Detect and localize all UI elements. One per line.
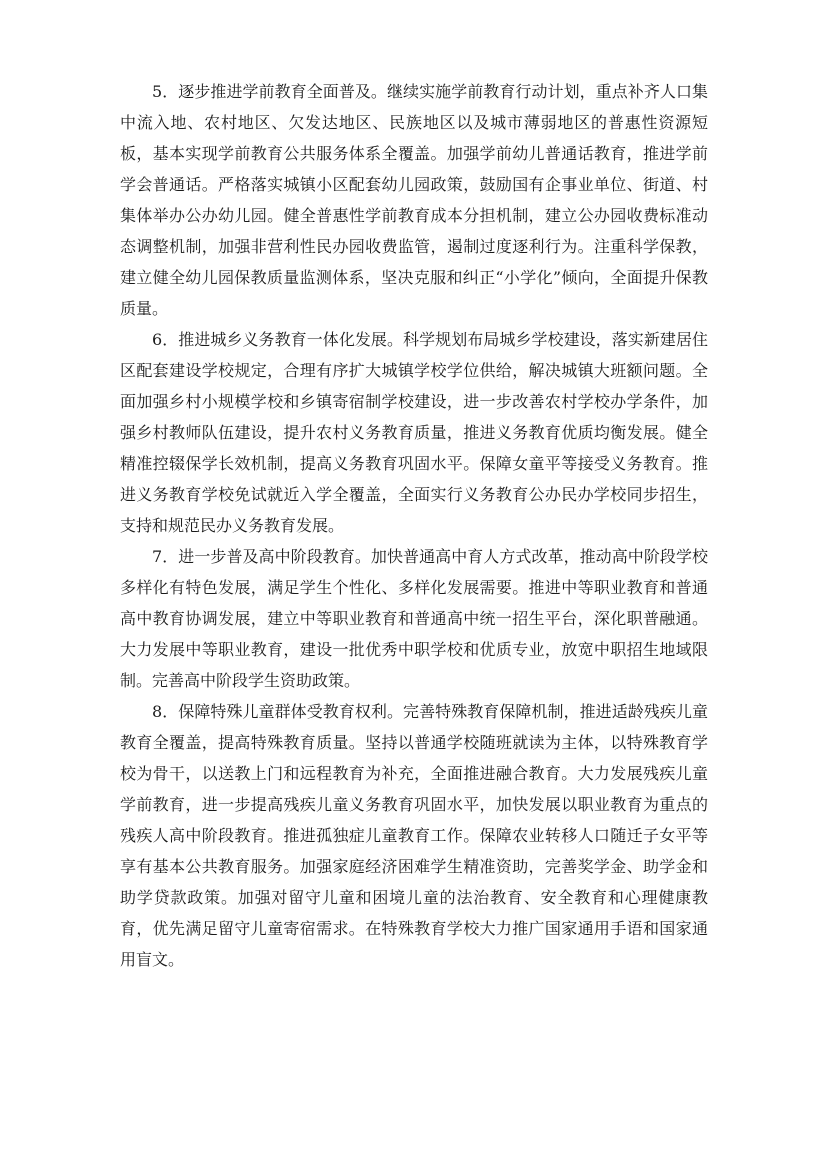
document-body bbox=[120, 76, 708, 975]
paragraph-item-5: 5．逐步推进学前教育全面普及。继续实施学前教育行动计划，重点补齐人口集中流入地、农村地区、欠发达地区、民族地区以及城市薄弱地区的普惠性资源短板，基本实现学前教育公共服务体系全覆盖。加强学前幼儿普通话教育，推进学前学会普通话。严格落实城镇小区配套幼儿园政策，鼓励国有企事业单位、街道、村集体举办公办幼儿园。健全普惠性学前教育成本分担机制，建立公办园收费标准动态调整机制，加强非营利性民办园收费监管，遏制过度逐利行为。注重科学保教，建立健全幼儿园保教质量监测体系，坚决克服和纠正“小学化”倾向，全面提升保教质量。 bbox=[120, 82, 708, 318]
paragraph-item-7: 7．进一步普及高中阶段教育。加快普通高中育人方式改革，推动高中阶段学校多样化有特色发展，满足学生个性化、多样化发展需要。推进中等职业教育和普通高中教育协调发展，建立中等职业教育和普通高中统一招生平台，深化职普融通。大力发展中等职业教育，建设一批优秀中职学校和优质专业，放宽中职招生地域限制。完善高中阶段学生资助政策。 bbox=[120, 547, 708, 690]
paragraph-item-8: 8．保障特殊儿童群体受教育权利。完善特殊教育保障机制，推进适龄残疾儿童教育全覆盖，提高特殊教育质量。坚持以普通学校随班就读为主体，以特殊教育学校为骨干，以送教上门和远程教育为补充，全面推进融合教育。大力发展残疾儿童学前教育，进一步提高残疾儿童义务教育巩固水平，加快发展以职业教育为重点的残疾人高中阶段教育。推进孤独症儿童教育工作。保障农业转移人口随迁子女平等享有基本公共教育服务。加强家庭经济困难学生精准资助，完善奖学金、助学金和助学贷款政策。加强对留守儿童和困境儿童的法治教育、安全教育和心理健康教育，优先满足留守儿童寄宿需求。在特殊教育学校大力推广国家通用手语和国家通用盲文。 bbox=[120, 702, 708, 969]
paragraph-item-6: 6．推进城乡义务教育一体化发展。科学规划布局城乡学校建设，落实新建居住区配套建设学校规定，合理有序扩大城镇学校学位供给，解决城镇大班额问题。全面加强乡村小规模学校和乡镇寄宿制学校建设，进一步改善农村学校办学条件，加强乡村教师队伍建设，提升农村义务教育质量，推进义务教育优质均衡发展。健全精准控辍保学长效机制，提高义务教育巩固水平。保障女童平等接受义务教育。推进义务教育学校免试就近入学全覆盖，全面实行义务教育公办民办学校同步招生，支持和规范民办义务教育发展。 bbox=[120, 330, 708, 535]
